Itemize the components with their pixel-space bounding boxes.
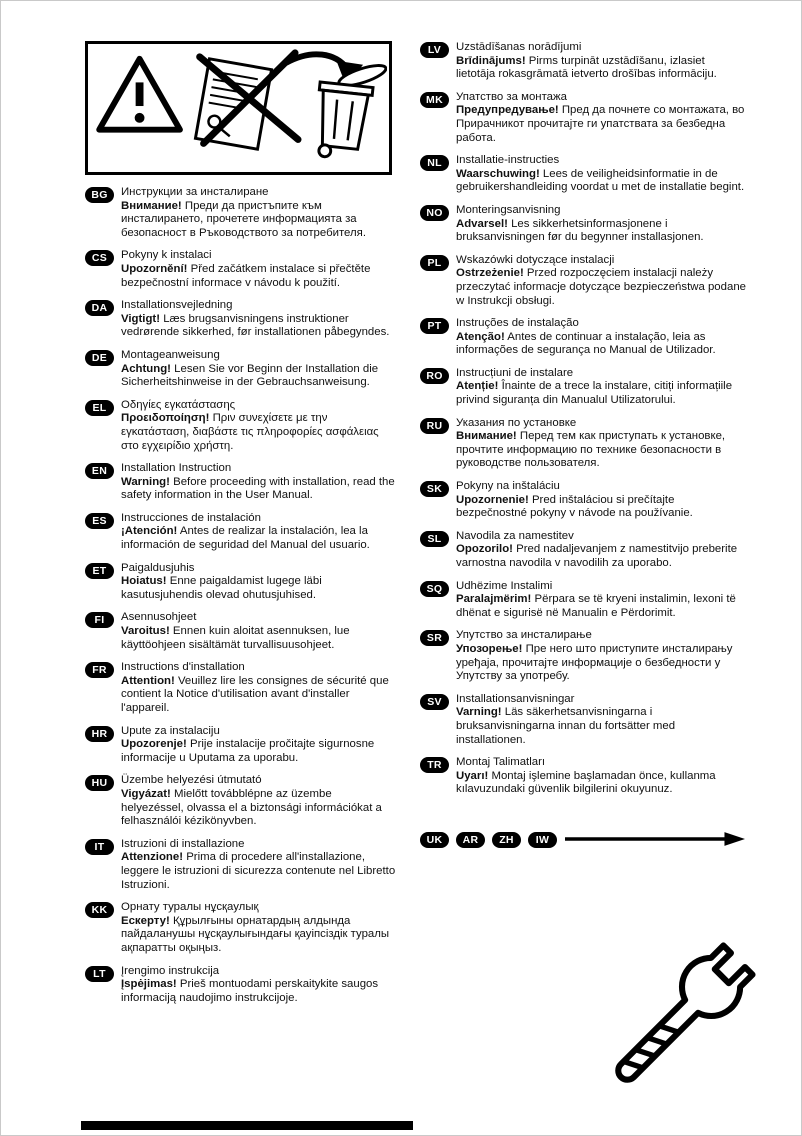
warning-body: Veuillez lire les consignes de sécurité que contient la Notice d'utilisation avant d'installer l'appareil.	[121, 674, 389, 714]
lang-item-content	[121, 901, 396, 955]
lang-item-title: Инструкции за инсталиране	[121, 186, 269, 198]
lang-badge-et: ET	[85, 563, 114, 579]
lang-badge-lt: LT	[85, 966, 114, 982]
lang-badge-ru: RU	[420, 418, 449, 434]
lang-item-title: Instrucțiuni de instalare	[456, 366, 574, 379]
lang-item-title: Pokyny k instalaci	[121, 249, 212, 262]
warning-body: Przed rozpoczęciem instalacji należy przeczytać informacje dotyczące bezpieczeństwa podane w Instrukcji obsługi.	[456, 267, 746, 307]
warning-word: Atenção!	[456, 330, 505, 343]
warning-word: Ostrzeżenie!	[456, 267, 524, 280]
lang-badge-da: DA	[85, 300, 114, 316]
lang-item-ro	[420, 367, 747, 408]
discard-manual-illustration-svg	[91, 45, 387, 171]
lang-item-content	[121, 399, 396, 453]
lang-item-text	[121, 200, 396, 241]
lang-item-text	[456, 104, 747, 145]
lang-item-title: Οδηγίες εγκατάστασης	[121, 398, 236, 411]
lang-item-title: Указания по установке	[456, 416, 577, 429]
warning-word: Brīdinājums!	[456, 54, 526, 67]
warning-word: Waarschuwing!	[456, 167, 540, 180]
lang-item-text	[456, 593, 747, 620]
lang-item-de	[85, 349, 396, 390]
lang-item-content	[456, 530, 747, 571]
left-language-list	[85, 186, 396, 1005]
lang-item-content	[456, 417, 747, 471]
warning-body: Pred nadaljevanjem z namestitvijo preberite varnostna navodila v navodilih za uporabo.	[456, 543, 738, 569]
lang-item-text	[456, 770, 747, 797]
lang-item-kk	[85, 901, 396, 955]
warning-word: Προειδοποίηση!	[121, 412, 210, 425]
warning-body: Before proceeding with installation, read the safety information in the User Manual.	[121, 475, 395, 502]
lang-item-cs	[85, 249, 396, 290]
lang-item-content	[456, 367, 747, 408]
lang-badge-it: IT	[85, 839, 114, 855]
lang-badge-sq: SQ	[420, 581, 449, 597]
lang-item-content	[121, 512, 396, 553]
wrench-illustration	[529, 869, 802, 1136]
lang-item-content	[121, 562, 396, 603]
lang-badge-sr: SR	[420, 630, 449, 646]
warning-body: Prieš montuodami perskaitykite saugos informaciją naudojimo instrukcijoje.	[121, 978, 379, 1004]
lang-item-no	[420, 204, 747, 245]
lang-item-content	[456, 629, 747, 683]
lang-badge-lv: LV	[420, 42, 449, 58]
lang-item-title: Asennusohjeet	[121, 611, 197, 624]
lang-item-content	[121, 462, 396, 503]
lang-item-content	[121, 349, 396, 390]
lang-item-bg	[85, 186, 396, 240]
lang-item-content	[456, 154, 747, 195]
warning-word: Warning!	[121, 475, 170, 488]
warning-word: Įspėjimas!	[121, 978, 177, 991]
lang-item-title: Installation Instruction	[121, 462, 232, 475]
warning-word: Внимание!	[456, 430, 517, 443]
warning-word: Vigtigt!	[121, 312, 161, 325]
lang-item-title: Instructions d'installation	[121, 661, 245, 674]
right-column	[420, 41, 747, 848]
lang-item-title: Wskazówki dotyczące instalacji	[456, 253, 615, 266]
warning-body: Antes de realizar la instalación, lea la información de seguridad del Manual del usuario.	[121, 525, 370, 552]
lang-item-lv	[420, 41, 747, 82]
right-language-list	[420, 41, 747, 797]
warning-body: Lees de veiligheidsinformatie in de gebruikershandleiding voordat u met de installatie begint.	[456, 167, 745, 194]
left-column	[85, 41, 396, 1014]
warning-body: Перед тем как приступать к установке, прочтите информацию по технике безопасности в руководстве пользователя.	[456, 430, 726, 470]
warning-body: Prije instalacije pročitajte sigurnosne informacije u Uputama za uporabu.	[121, 738, 375, 764]
lang-item-text	[121, 363, 396, 390]
lang-item-content	[456, 693, 747, 747]
lang-item-title: Instrucciones de instalación	[121, 511, 261, 524]
warning-body: Înainte de a trece la instalare, citiți informațiile privind siguranța din Manualul Utilizatorului.	[456, 380, 733, 407]
lang-badge-pl: PL	[420, 255, 449, 271]
lang-item-text	[121, 476, 396, 503]
warning-body: Mielőtt továbblépne az üzembe helyezéssel, olvassa el a biztonsági információkat a felhasználói kézikönyvben.	[121, 787, 382, 828]
lang-badge-el: EL	[85, 400, 114, 416]
lang-item-en	[85, 462, 396, 503]
warning-word: Упозорење!	[456, 642, 523, 655]
lang-item-text	[456, 494, 747, 521]
lang-item-title: Monteringsanvisning	[456, 203, 561, 216]
lang-badge-sk: SK	[420, 481, 449, 497]
lang-badge-sv: SV	[420, 694, 449, 710]
lang-item-title: Pokyny na inštaláciu	[456, 480, 560, 493]
lang-item-it	[85, 838, 396, 892]
warning-word: Upozorenje!	[121, 738, 187, 751]
warning-word: Achtung!	[121, 362, 171, 375]
lang-item-title: Упутство за инсталирање	[456, 629, 592, 642]
warning-word: Upozornenie!	[456, 493, 529, 506]
lang-item-title: Navodila za namestitev	[456, 529, 574, 542]
more-languages-row	[420, 831, 747, 848]
warning-body: Antes de continuar a instalação, leia as informações de segurança no Manual de Utilizador.	[456, 330, 716, 357]
lang-item-sv	[420, 693, 747, 747]
warning-word: Внимание!	[121, 199, 182, 212]
lang-item-text	[456, 430, 747, 471]
lang-item-content	[456, 756, 747, 797]
warning-word: Attention!	[121, 674, 175, 687]
warning-body: Enne paigaldamist lugege läbi kasutusjuhendis olevad ohutusjuhised.	[121, 575, 322, 601]
warning-body: Ennen kuin aloitat asennuksen, lue käyttöohjeen sisältämät turvallisuusohjeet.	[121, 625, 350, 651]
lang-item-text	[121, 788, 396, 829]
lang-item-lt	[85, 965, 396, 1006]
lang-item-text	[121, 978, 396, 1005]
lang-item-fr	[85, 661, 396, 715]
lang-item-hr	[85, 725, 396, 766]
warning-body: Les sikkerhetsinformasjonene i bruksanvisningen før du begynner installasjonen.	[456, 217, 704, 244]
lang-item-text	[456, 380, 747, 407]
lang-item-title: Upute za instalaciju	[121, 724, 220, 737]
lang-item-text	[456, 706, 747, 747]
lang-item-content	[456, 41, 747, 82]
lang-item-text	[121, 313, 396, 340]
lang-badge-sl: SL	[420, 531, 449, 547]
lang-item-tr	[420, 756, 747, 797]
lang-badge-no: NO	[420, 205, 449, 221]
lang-item-content	[121, 965, 396, 1006]
lang-item-el	[85, 399, 396, 453]
lang-item-content	[121, 249, 396, 290]
lang-item-content	[456, 204, 747, 245]
lang-item-text	[121, 738, 396, 765]
lang-badge-es: ES	[85, 513, 114, 529]
lang-item-content	[121, 661, 396, 715]
lang-item-content	[121, 774, 396, 828]
lang-item-content	[456, 480, 747, 521]
lang-badge-ro: RO	[420, 368, 449, 384]
lang-item-title: Installationsanvisningar	[456, 692, 575, 705]
warning-word: Uyarı!	[456, 769, 489, 782]
lang-item-content	[456, 91, 747, 145]
warning-body: Пре него што приступите инсталирању уређаја, прочитајте информације о безбедности у Упутству за употребу.	[456, 642, 733, 683]
warning-word: Upozornění!	[121, 262, 188, 275]
warning-body: Përpara se të kryeni instalimin, lexoni të dhënat e sigurisë në Manualin e Përdorimit.	[456, 593, 736, 619]
lang-item-text	[121, 915, 396, 956]
lang-item-content	[121, 838, 396, 892]
lang-item-text	[456, 218, 747, 245]
lang-badge-fr: FR	[85, 662, 114, 678]
lang-item-title: Montageanweisung	[121, 348, 220, 361]
lang-item-sl	[420, 530, 747, 571]
lang-item-sq	[420, 580, 747, 621]
lang-badge-tr: TR	[420, 757, 449, 773]
warning-body: Læs brugsanvisningens instruktioner vedrørende sikkerhed, før installationen påbegyndes.	[121, 312, 390, 339]
lang-item-title: Упатство за монтажа	[456, 90, 567, 103]
lang-item-et	[85, 562, 396, 603]
lang-item-text	[456, 55, 747, 82]
lang-badge-bg: BG	[85, 187, 114, 203]
lang-item-text	[456, 168, 747, 195]
lang-badge-fi: FI	[85, 612, 114, 628]
warning-word: Varoitus!	[121, 625, 170, 638]
lang-item-content	[456, 580, 747, 621]
lang-item-content	[121, 725, 396, 766]
warning-body: Před začátkem instalace si přečtěte bezpečnostní informace v návodu k použití.	[121, 262, 371, 289]
lang-badge-de: DE	[85, 350, 114, 366]
lang-item-title: Орнату туралы нұсқаулық	[121, 901, 259, 914]
lang-badge-pt: PT	[420, 318, 449, 334]
lang-item-content	[456, 254, 747, 308]
lang-item-title: Uzstādīšanas norādījumi	[456, 41, 582, 53]
warning-body: Läs säkerhetsanvisningarna i bruksanvisningarna innan du fortsätter med installationen.	[456, 706, 676, 746]
lang-badge-hr: HR	[85, 726, 114, 742]
lang-item-pt	[420, 317, 747, 358]
warning-word: Hoiatus!	[121, 575, 167, 588]
lang-badge-hu: HU	[85, 775, 114, 791]
lang-badge-mk: MK	[420, 92, 449, 108]
lang-item-sr	[420, 629, 747, 683]
warning-word: Paralajmërim!	[456, 593, 532, 606]
warning-word: Advarsel!	[456, 217, 508, 230]
lang-item-text	[121, 675, 396, 716]
lang-badge-zh: ZH	[492, 832, 521, 848]
lang-item-ru	[420, 417, 747, 471]
warning-body: Pirms turpināt uzstādīšanu, izlasiet lietotāja rokasgrāmatā ietverto drošības informāciju.	[456, 54, 717, 81]
lang-item-fi	[85, 611, 396, 652]
lang-item-text	[456, 643, 747, 684]
lang-badge-ar: AR	[456, 832, 485, 848]
warning-word: Vigyázat!	[121, 787, 171, 800]
lang-item-text	[121, 263, 396, 290]
lang-item-nl	[420, 154, 747, 195]
lang-item-content	[121, 299, 396, 340]
lang-item-title: Installatie-instructies	[456, 154, 560, 167]
warning-word: Opozorilo!	[456, 543, 513, 556]
discard-manual-warning-illustration	[85, 41, 392, 175]
lang-item-es	[85, 512, 396, 553]
arrow-right-icon	[565, 832, 745, 846]
warning-body: Құрылғыны орнатардың алдында пайдаланушы нұсқаулығындағы қауіпсіздік туралы ақпаратты оқыңыз.	[121, 914, 390, 954]
lang-item-text	[456, 267, 747, 308]
lang-badge-nl: NL	[420, 155, 449, 171]
warning-body: Преди да пристъпите към инсталирането, прочетете информацията за безопасност в Ръководството за потребителя.	[121, 199, 366, 239]
warning-word: Attenzione!	[121, 851, 184, 864]
lang-item-title: Instruções de instalação	[456, 317, 579, 330]
warning-body: Πριν συνεχίσετε με την εγκατάσταση, διαβάστε τις πληροφορίες ασφάλειας στο εγχειρίδιο χρήστη.	[121, 412, 379, 452]
lang-item-title: Montaj Talimatları	[456, 756, 546, 769]
lang-item-text	[121, 851, 396, 892]
warning-word: Ескерту!	[121, 914, 170, 927]
lang-badge-kk: KK	[85, 902, 114, 918]
more-language-badges	[420, 831, 557, 848]
lang-badge-en: EN	[85, 463, 114, 479]
lang-item-pl	[420, 254, 747, 308]
lang-item-content	[456, 317, 747, 358]
warning-word: Предупредување!	[456, 104, 559, 117]
warning-word: Atenție!	[456, 380, 499, 393]
lang-badge-cs: CS	[85, 250, 114, 266]
wrench-icon	[571, 911, 787, 1127]
lang-item-text	[121, 525, 396, 552]
warning-word: ¡Atención!	[121, 525, 178, 538]
lang-item-text	[456, 543, 747, 570]
lang-item-text	[121, 412, 396, 453]
lang-item-title: Installationsvejledning	[121, 299, 233, 312]
lang-item-content	[121, 611, 396, 652]
lang-item-text	[121, 625, 396, 652]
lang-item-sk	[420, 480, 747, 521]
lang-item-da	[85, 299, 396, 340]
warning-word: Varning!	[456, 706, 502, 719]
lang-item-title: Üzembe helyezési útmutató	[121, 774, 262, 787]
lang-item-text	[121, 575, 396, 602]
warning-triangle-icon	[99, 59, 180, 130]
warning-body: Lesen Sie vor Beginn der Installation die Sicherheitshinweise in der Gebrauchsanweisung.	[121, 362, 379, 389]
warning-body: Пред да почнете со монтажата, во Прирачникот прочитајте ги упатствата за безбедна работа.	[456, 104, 745, 144]
lang-item-mk	[420, 91, 747, 145]
footer-bar	[81, 1121, 413, 1130]
lang-item-text	[456, 331, 747, 358]
lang-item-title: Istruzioni di installazione	[121, 837, 245, 850]
lang-item-title: Udhëzime Instalimi	[456, 579, 553, 592]
warning-body: Prima di procedere all'installazione, leggere le istruzioni di sicurezza contenute nel Libretto Istruzioni.	[121, 851, 396, 891]
warning-body: Montaj işlemine başlamadan önce, kullanma kılavuzundaki güvenlik bilgilerini okuyunuz.	[456, 769, 716, 796]
lang-item-hu	[85, 774, 396, 828]
lang-badge-iw: IW	[528, 832, 557, 848]
lang-badge-uk: UK	[420, 832, 449, 848]
warning-body: Pred inštaláciou si prečítajte bezpečnostné pokyny v návode na používanie.	[456, 493, 693, 520]
lang-item-content	[121, 186, 396, 240]
lang-item-title: Įrengimo instrukcija	[121, 964, 220, 977]
lang-item-title: Paigaldusjuhis	[121, 561, 195, 574]
